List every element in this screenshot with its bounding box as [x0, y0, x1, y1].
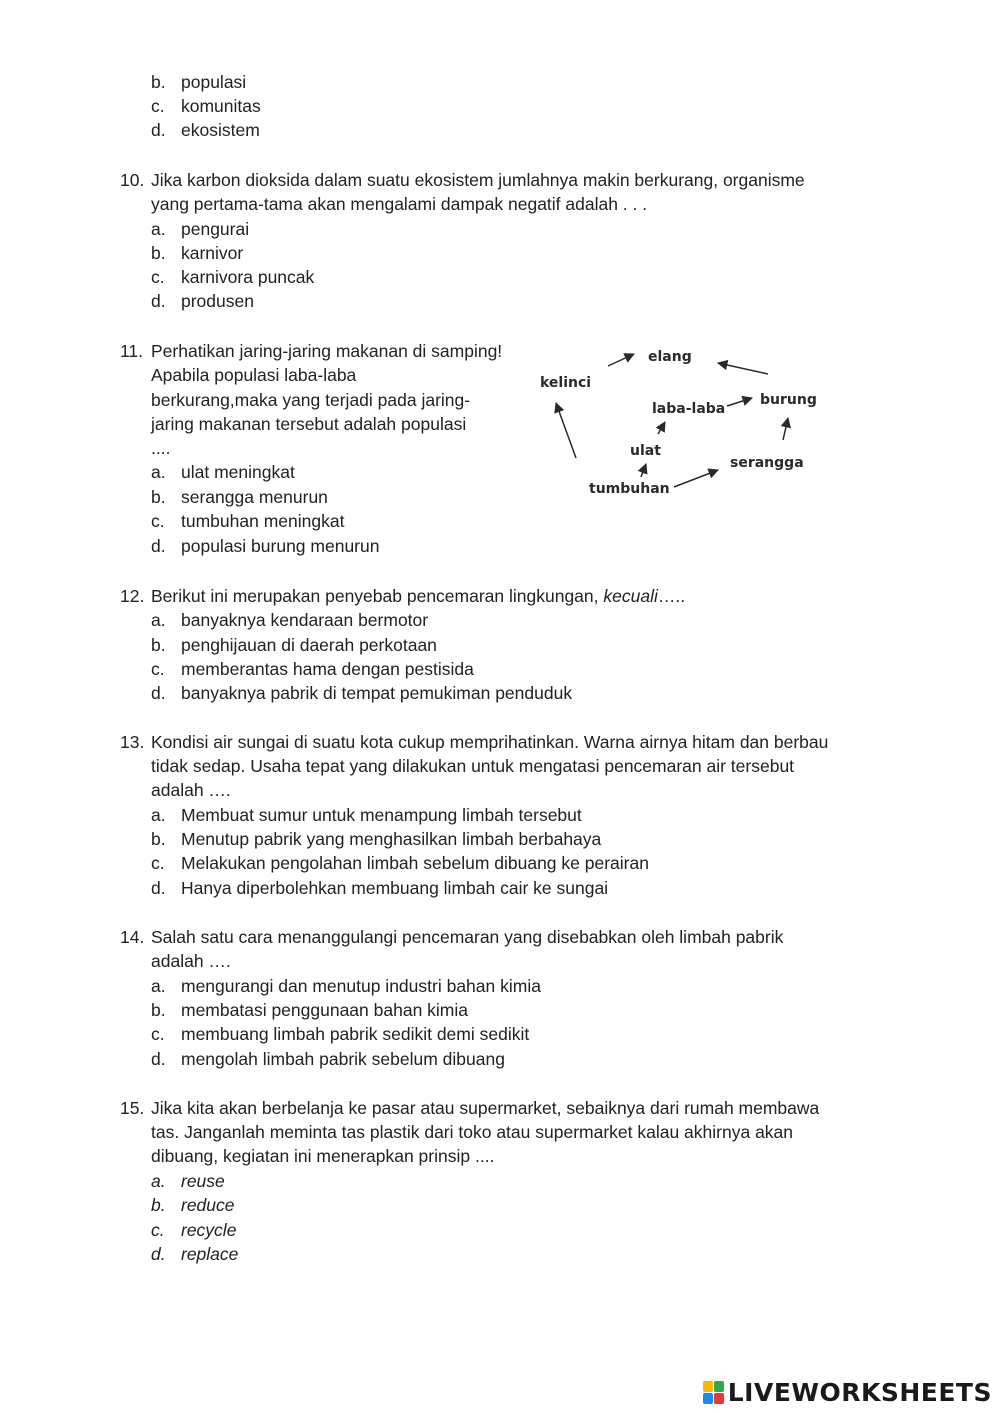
- question-9-continuation: [120, 72, 880, 142]
- option-letter: c.: [151, 267, 165, 287]
- option-letter: c.: [151, 96, 165, 116]
- option-text: karnivora puncak: [181, 267, 315, 287]
- option-letter: d.: [151, 1049, 166, 1069]
- option-letter: b.: [151, 635, 166, 655]
- option-letter: d.: [151, 1244, 166, 1264]
- question-number: 15.: [120, 1098, 145, 1118]
- question-14: [120, 927, 880, 1072]
- option-letter: a.: [151, 219, 166, 239]
- option-letter: d.: [151, 291, 166, 311]
- option-letter: c.: [151, 853, 165, 873]
- option-letter: c.: [151, 659, 165, 679]
- food-web-label-elang: elang: [648, 349, 692, 365]
- option-letter: b.: [151, 243, 166, 263]
- question-text: adalah ….: [151, 780, 231, 800]
- option-text: ekosistem: [181, 120, 260, 140]
- option-text: produsen: [181, 291, 254, 311]
- food-web-arrow-burung-elang: [718, 363, 768, 374]
- option-text: mengurangi dan menutup industri bahan kimia: [181, 976, 541, 996]
- option-text: Membuat sumur untuk menampung limbah tersebut: [181, 805, 582, 825]
- logo-square: [703, 1393, 713, 1404]
- option-letter: a.: [151, 610, 166, 630]
- question-text: tas. Janganlah meminta tas plastik dari toko atau supermarket kalau akhirnya akan: [151, 1122, 794, 1142]
- question-text: Perhatikan jaring-jaring makanan di samping!: [151, 341, 503, 361]
- logo-square: [703, 1381, 713, 1392]
- question-number: 14.: [120, 927, 145, 947]
- question-number: 12.: [120, 586, 145, 606]
- option-text: Hanya diperbolehkan membuang limbah cair ke sungai: [181, 878, 609, 898]
- option-text: populasi burung menurun: [181, 536, 380, 556]
- food-web-arrow-tumbuhan-ulat: [641, 464, 646, 477]
- option-text: komunitas: [181, 96, 261, 116]
- option-text: penghijauan di daerah perkotaan: [181, 635, 437, 655]
- option-letter: d.: [151, 536, 166, 556]
- question-text: Salah satu cara menanggulangi pencemaran yang disebabkan oleh limbah pabrik: [151, 927, 784, 947]
- logo-square: [714, 1393, 724, 1404]
- option-text: banyaknya pabrik di tempat pemukiman penduduk: [181, 683, 573, 703]
- option-text: recycle: [181, 1220, 237, 1240]
- option-text: karnivor: [181, 243, 244, 263]
- question-text: Jika kita akan berbelanja ke pasar atau supermarket, sebaiknya dari rumah membawa: [151, 1098, 820, 1118]
- food-web-arrow-tumbuhan-kelinci: [556, 403, 576, 458]
- question-text: tidak sedap. Usaha tepat yang dilakukan untuk mengatasi pencemaran air tersebut: [151, 756, 795, 776]
- option-letter: b.: [151, 487, 166, 507]
- logo-square: [714, 1381, 724, 1392]
- option-text: Melakukan pengolahan limbah sebelum dibuang ke perairan: [181, 853, 649, 873]
- question-11: [120, 341, 520, 561]
- food-web-arrow-kelinci-elang: [608, 354, 634, 366]
- option-letter: b.: [151, 1000, 166, 1020]
- food-web-label-tumbuhan: tumbuhan: [589, 481, 670, 497]
- option-letter: a.: [151, 976, 166, 996]
- option-letter: a.: [151, 462, 166, 482]
- option-text: reuse: [181, 1171, 225, 1191]
- option-letter: b.: [151, 829, 166, 849]
- question-text: berkurang,maka yang terjadi pada jaring-: [151, 390, 471, 410]
- question-text: [151, 586, 685, 607]
- question-13: [120, 732, 880, 902]
- food-web-arrow-tumbuhan-serangga: [674, 470, 718, 487]
- question-text: yang pertama-tama akan mengalami dampak negatif adalah . . .: [151, 194, 648, 214]
- option-text: pengurai: [181, 219, 250, 239]
- food-web-label-burung: burung: [760, 392, 817, 408]
- question-text-after: …..: [657, 586, 686, 606]
- question-text: Apabila populasi laba-laba: [151, 365, 357, 385]
- option-text: serangga menurun: [181, 487, 328, 507]
- question-text: Kondisi air sungai di suatu kota cukup memprihatinkan. Warna airnya hitam dan berbau: [151, 732, 829, 752]
- question-number: 13.: [120, 732, 145, 752]
- option-letter: a.: [151, 1171, 166, 1191]
- option-letter: c.: [151, 511, 165, 531]
- option-text: replace: [181, 1244, 239, 1264]
- option-text: populasi: [181, 72, 247, 92]
- option-letter: c.: [151, 1024, 165, 1044]
- option-text: membuang limbah pabrik sedikit demi sedikit: [181, 1024, 530, 1044]
- question-text: ....: [151, 438, 171, 458]
- option-text: membatasi penggunaan bahan kimia: [181, 1000, 468, 1020]
- question-number: 10.: [120, 170, 145, 190]
- liveworksheets-logo-icon: [703, 1381, 724, 1404]
- food-web-label-serangga: serangga: [730, 455, 804, 471]
- option-text: ulat meningkat: [181, 462, 295, 482]
- liveworksheets-brand[interactable]: [703, 1378, 992, 1407]
- option-text: tumbuhan meningkat: [181, 511, 345, 531]
- option-text: banyaknya kendaraan bermotor: [181, 610, 429, 630]
- option-letter: c.: [151, 1220, 165, 1240]
- option-letter: b.: [151, 72, 166, 92]
- question-text: jaring makanan tersebut adalah populasi: [151, 414, 467, 434]
- question-text-before: Berikut ini merupakan penyebab pencemaran lingkungan,: [151, 586, 604, 606]
- brand-text: LIVEWORKSHEETS: [727, 1378, 992, 1407]
- food-web-label-laba-laba: laba-laba: [652, 401, 726, 417]
- option-letter: d.: [151, 120, 166, 140]
- option-letter: d.: [151, 878, 166, 898]
- option-letter: b.: [151, 1195, 166, 1215]
- food-web-arrow-serangga-burung: [783, 418, 788, 440]
- food-web-label-ulat: ulat: [630, 443, 661, 459]
- food-web-arrow-ulat-laba-laba: [658, 422, 665, 434]
- question-text: Jika karbon dioksida dalam suatu ekosistem jumlahnya makin berkurang, organisme: [151, 170, 805, 190]
- question-text: adalah ….: [151, 951, 231, 971]
- question-text: dibuang, kegiatan ini menerapkan prinsip ....: [151, 1146, 495, 1166]
- option-letter: d.: [151, 683, 166, 703]
- food-web-label-kelinci: kelinci: [540, 375, 592, 391]
- question-12: [120, 586, 880, 706]
- option-text: memberantas hama dengan pestisida: [181, 659, 474, 679]
- option-text: mengolah limbah pabrik sebelum dibuang: [181, 1049, 505, 1069]
- option-text: Menutup pabrik yang menghasilkan limbah berbahaya: [181, 829, 602, 849]
- question-number: 11.: [120, 341, 144, 361]
- food-web-arrow-laba-laba-burung: [727, 398, 752, 406]
- option-text: reduce: [181, 1195, 235, 1215]
- question-10: [120, 170, 880, 315]
- question-15: [120, 1098, 880, 1268]
- question-text-emphasis: kecuali: [603, 586, 658, 606]
- option-letter: a.: [151, 805, 166, 825]
- food-web-diagram: [532, 336, 842, 516]
